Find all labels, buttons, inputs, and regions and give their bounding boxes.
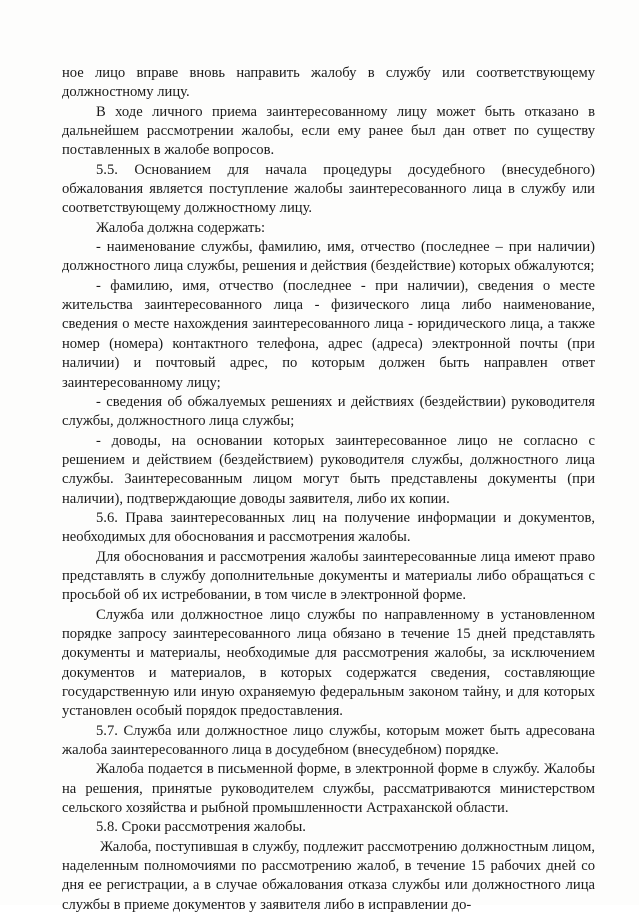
list-item-3: - сведения об обжалуемых решениях и действиях (бездействии) руководителя службы, должностного лица службы; <box>62 393 595 430</box>
list-item-1: - наименование службы, фамилию, имя, отчество (последнее – при наличии) должностного лица службы, решения и действия (бездействие) которых обжалуются; <box>62 239 595 275</box>
paragraph-10: Для обоснования и рассмотрения жалобы заинтересованные лица имеют право представлять в службу дополнительные документы и материалы либо обращаться с просьбой об их истребовании, в том числе в электронной форме. <box>62 548 595 604</box>
paragraph-section-5-6: 5.6. Права заинтересованных лиц на получение информации и документов, необходимых для обоснования и рассмотрения жалобы. <box>62 509 595 546</box>
paragraph-15: Жалоба, поступившая в службу, подлежит рассмотрению должностным лицом, наделенным полномочиями по рассмотрению жалоб, в течение 15 рабочих дней со дня ее регистрации, а в случае обжалования отказа службы или должностного лица службы в приеме документов у заявителя либо в исправлении до- <box>62 838 595 913</box>
list-item-2: - фамилию, имя, отчество (последнее - при наличии), сведения о месте жительства заинтересованного лица - физического лица либо наименование, сведения о месте нахождения заинтересованного лица - юридического лица, а также номер (номера) контактного телефона, адрес (адреса) электронной почты (при наличии) и почтовый адрес, по которым должен быть направлен ответ заинтересованному лицу; <box>62 277 595 391</box>
list-item-4: - доводы, на основании которых заинтересованное лицо не согласно с решением и действием (бездействием) руководителя службы, должностного лица службы. Заинтересованным лицом могут быть представлены документы (при наличии), подтверждающие доводы заявителя, либо их копии. <box>62 432 595 507</box>
paragraph-13: Жалоба подается в письменной форме, в электронной форме в службу. Жалобы на решения, принятые руководителем службы, рассматриваются министерством сельского хозяйства и рыбной промышленности Астраханской области. <box>62 761 595 817</box>
paragraph-section-5-8: 5.8. Сроки рассмотрения жалобы. <box>96 819 306 836</box>
paragraph-section-5-7: 5.7. Служба или должностное лицо службы, которым может быть адресована жалоба заинтересованного лица в досудебном (внесудебном) порядке. <box>62 722 595 759</box>
paragraph-section-5-5: 5.5. Основанием для начала процедуры досудебного (внесудебного) обжалования является поступление жалобы заинтересованного лица в службу или соответствующему должностному лицу. <box>62 161 595 217</box>
paragraph-1: ное лицо вправе вновь направить жалобу в службу или соответствующему должностному лицу. <box>62 65 595 101</box>
paragraph-11: Служба или должностное лицо службы по направленному в установленном порядке запросу заинтересованного лица обязано в течение 15 дней представлять документы и материалы, необходимые для рассмотрения жалобы, за исключением документов и материалов, в которых содержатся сведения, составляющие государственную или иную охраняемую федеральным законом тайну, и для которых установлен особый порядок предоставления. <box>62 606 595 720</box>
paragraph-2: В ходе личного приема заинтересованному лицу может быть отказано в дальнейшем рассмотрении жалобы, если ему ранее был дан ответ по существу поставленных в жалобе вопросов. <box>62 103 595 159</box>
paragraph-4: Жалоба должна содержать: <box>96 219 266 236</box>
